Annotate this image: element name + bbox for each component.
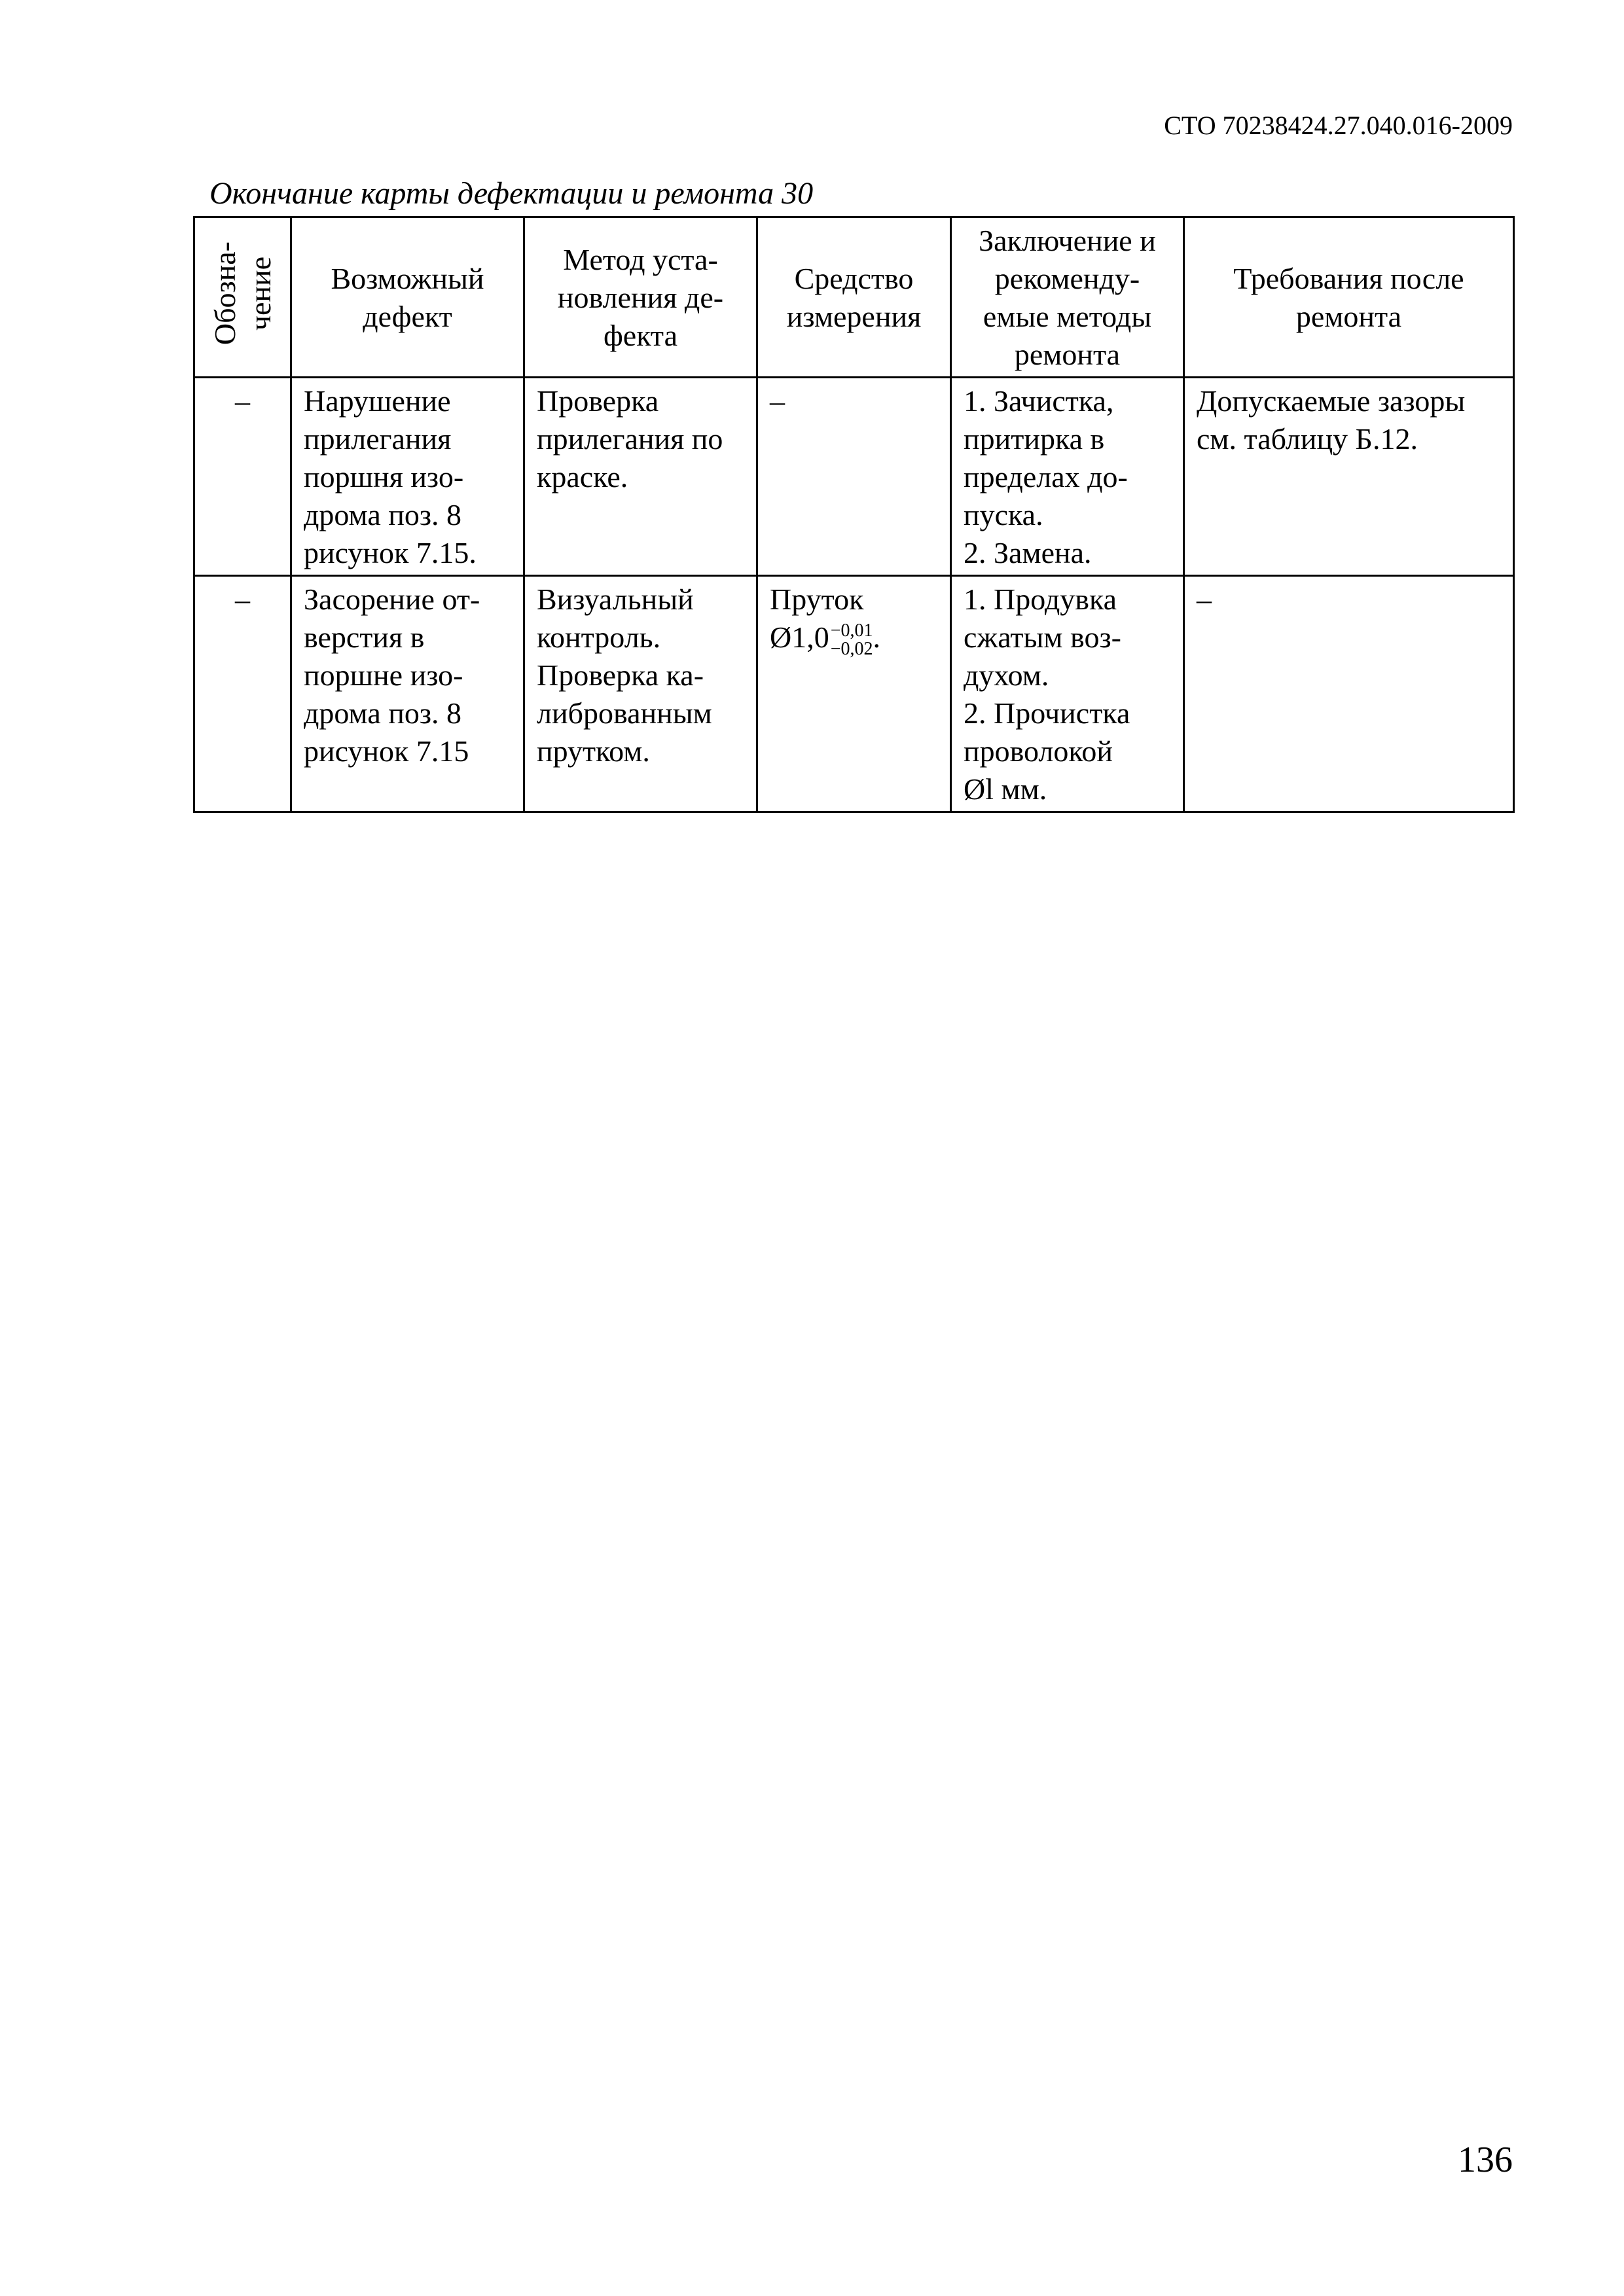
cell-defect: Нарушение прилегания поршня изо- дрома поз. 8 рисунок 7.15. [291,378,524,576]
table-header-row [194,217,1514,378]
tolerance-upper: −0,01 [830,620,873,641]
cell-designation: – [194,378,291,576]
cell-conclusion: 1. Зачистка, притирка в пределах до- пуска. 2. Замена. [951,378,1184,576]
header-method: Метод уста- новления де- фекта [524,217,757,378]
page-number: 136 [1458,2140,1513,2180]
instrument-dimension [770,619,938,658]
instrument-name: Пруток [770,583,864,616]
header-conclusion: Заключение и рекоменду- емые методы ремонта [951,217,1184,378]
header-designation-label: Обозна- чение [208,241,277,346]
cell-requirements: Допускаемые зазоры см. таблицу Б.12. [1184,378,1514,576]
cell-method: Визуальный контроль. Проверка ка- либрованным прутком. [524,576,757,812]
cell-conclusion: 1. Продувка сжатым воз- духом. 2. Прочистка проволокой Øl мм. [951,576,1184,812]
cell-instrument [757,576,951,812]
cell-method: Проверка прилегания по краске. [524,378,757,576]
dimension-base: Ø1,0 [770,620,829,654]
table-row [194,576,1514,812]
dimension-suffix: . [873,620,881,654]
header-instrument: Средство измерения [757,217,951,378]
tolerance-lower: −0,02 [830,639,873,660]
cell-designation: – [194,576,291,812]
defect-repair-table [193,216,1515,813]
cell-requirements: – [1184,576,1514,812]
document-code: СТО 70238424.27.040.016-2009 [1164,111,1513,140]
header-designation [194,217,291,378]
table-row [194,378,1514,576]
header-defect: Возможный дефект [291,217,524,378]
cell-defect: Засорение от- верстия в поршне изо- дрома поз. 8 рисунок 7.15 [291,576,524,812]
dimension-tolerance [831,622,873,658]
header-requirements: Требования после ремонта [1184,217,1514,378]
table-caption: Окончание карты дефектации и ремонта 30 [209,176,814,211]
cell-instrument: – [757,378,951,576]
